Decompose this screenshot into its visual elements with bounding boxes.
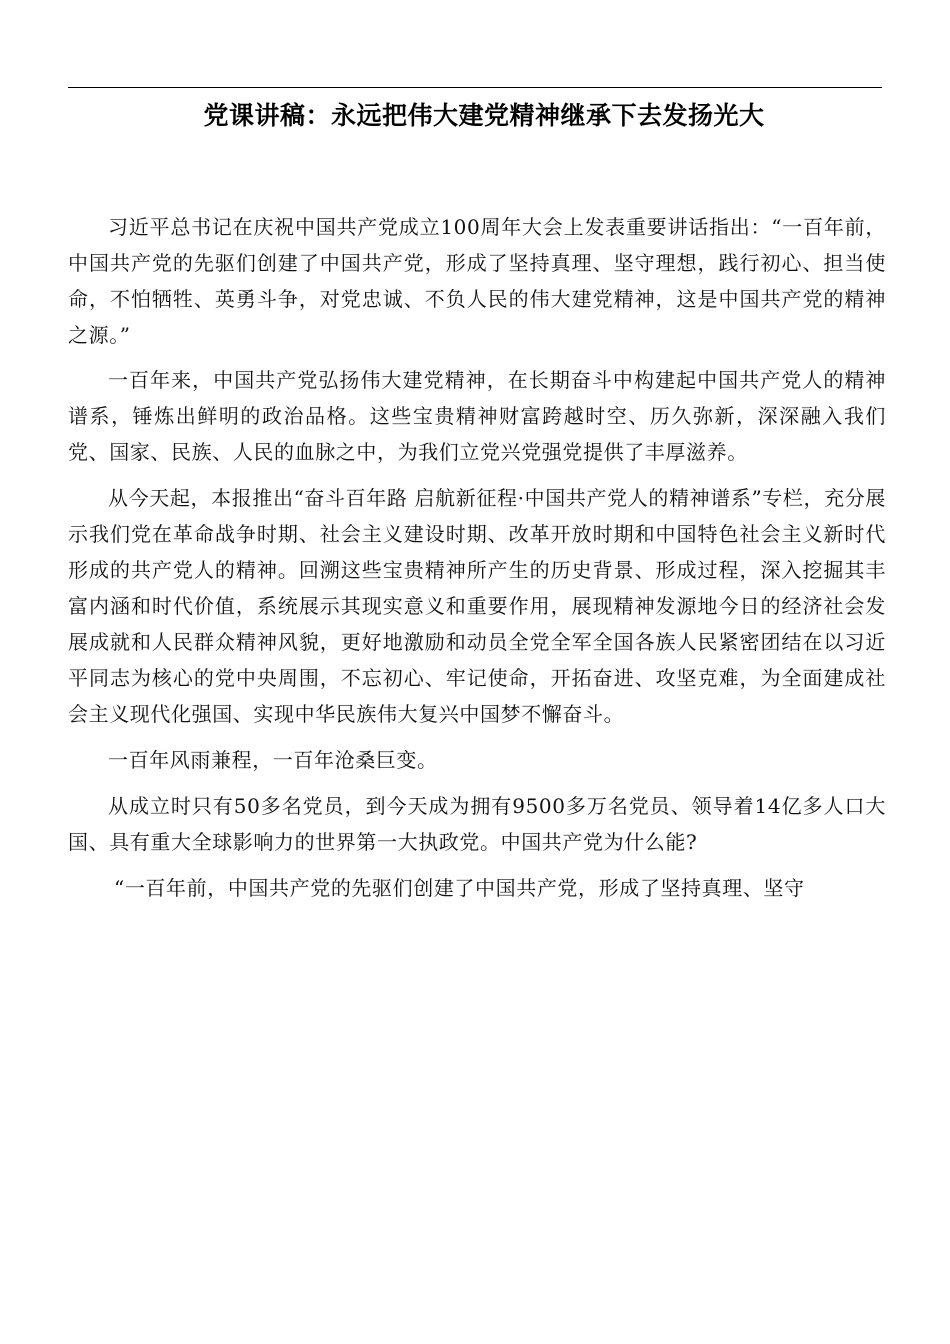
paragraph-3: 从今天起，本报推出“奋斗百年路 启航新征程·中国共产党人的精神谱系”专栏，充分展示我们党在革命战争时期、社会主义建设时期、改革开放时期和中国特色社会主义新时代形成的共产党人的精神。回溯这些宝贵精神所产生的历史背景、形成过程，深入挖掘其丰富内涵和时代价值，系统展示其现实意义和重要作用，展现精神发源地今日的经济社会发展成就和人民群众精神风貌，更好地激励和动员全党全军全国各族人民紧密团结在以习近平同志为核心的党中央周围，不忘初心、牢记使命，开拓奋进、攻坚克难，为全面建成社会主义现代化强国、实现中华民族伟大复兴中国梦不懈奋斗。 — [68, 486, 886, 726]
paragraph-6: “一百年前，中国共产党的先驱们创建了中国共产党，形成了坚持真理、坚守 — [114, 876, 805, 900]
document-title: 党课讲稿：永远把伟大建党精神继承下去发扬光大 — [203, 101, 765, 130]
paragraph-2: 一百年来，中国共产党弘扬伟大建党精神，在长期奋斗中构建起中国共产党人的精神谱系，锤炼出鲜明的政治品格。这些宝贵精神财富跨越时空、历久弥新，深深融入我们党、国家、民族、人民的血脉之中，为我们立党兴党强党提供了丰厚滋养。 — [68, 368, 886, 464]
paragraph-1: 习近平总书记在庆祝中国共产党成立100周年大会上发表重要讲话指出：“一百年前，中国共产党的先驱们创建了中国共产党，形成了坚持真理、坚守理想，践行初心、担当使命，不怕牺牲、英勇斗争，对党忠诚、不负人民的伟大建党精神，这是中国共产党的精神之源。” — [68, 215, 886, 347]
paragraph-4: 一百年风雨兼程，一百年沧桑巨变。 — [108, 748, 438, 772]
document-body — [68, 209, 886, 916]
paragraph-5: 从成立时只有50多名党员，到今天成为拥有9500多万名党员、领导着14亿多人口大国、具有重大全球影响力的世界第一大执政党。中国共产党为什么能? — [68, 794, 886, 854]
header-rule — [68, 87, 882, 88]
